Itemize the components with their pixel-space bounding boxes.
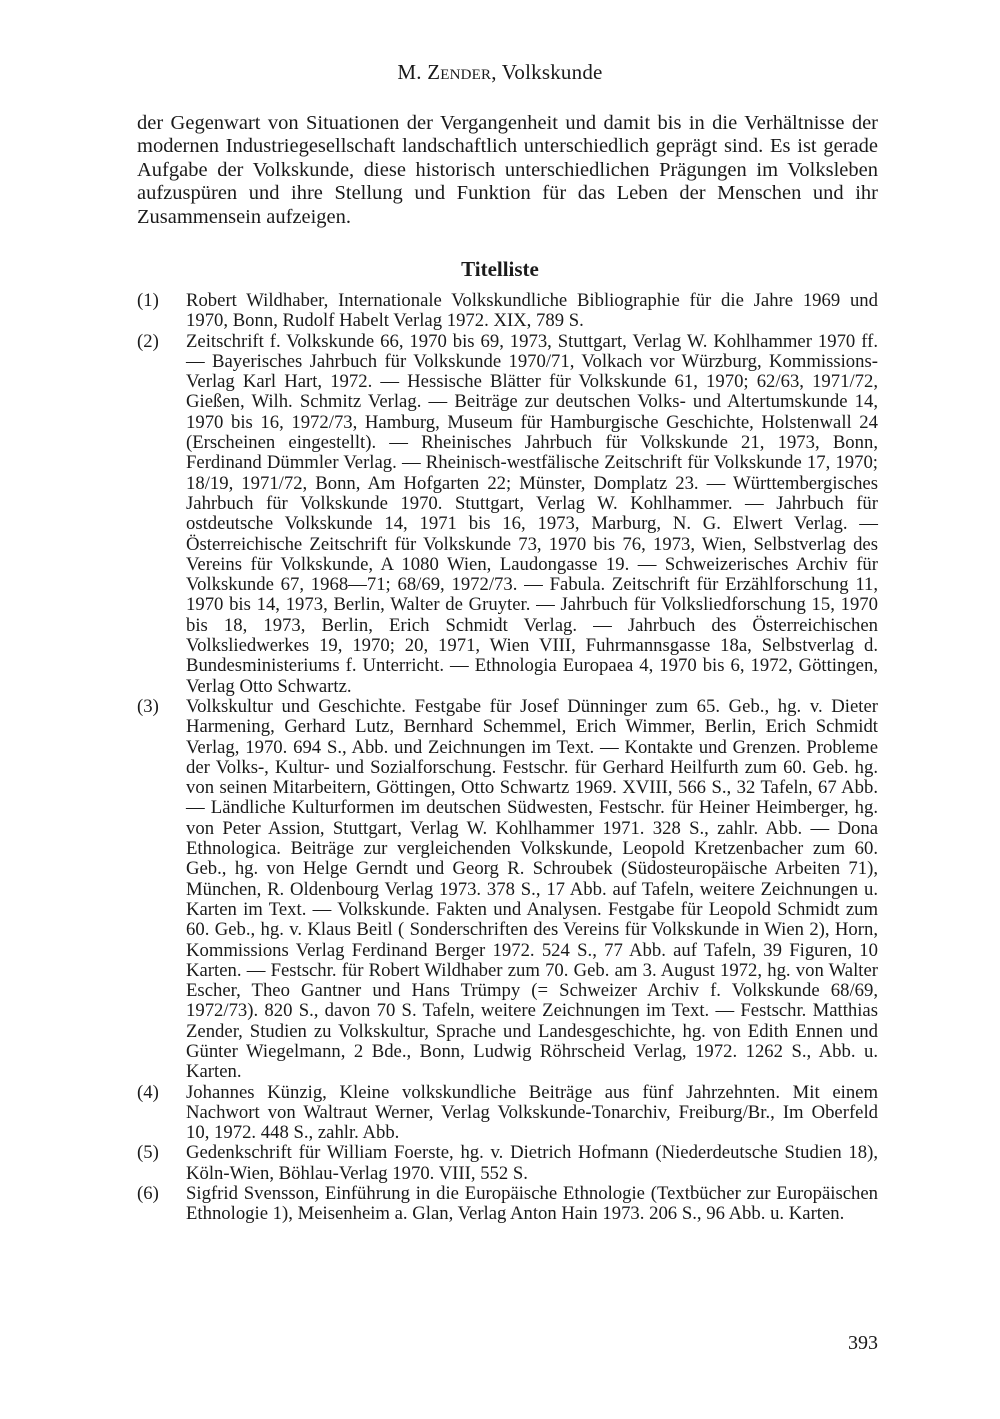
section-title: Titelliste (461, 257, 539, 281)
intro-paragraph (137, 112, 878, 229)
entry-text: Zeitschrift f. Volkskunde 66, 1970 bis 69, 1973, Stuttgart, Verlag W. Kohlhammer 1970 ff. — Bayerisches Jahrbuch für Volkskunde 1970/71, Volkach vor Würzburg, Kommissions-Verlag Karl Hart, 1972. — Hessische Blätter für Volkskunde 61, 1970; 62/63, 1971/72, Gießen, Wilh. Schmitz Verlag. — Beiträge zur deutschen Volks- und Altertumskunde 14, 1970 bis 16, 1972/73, Hamburg, Museum für Hamburgische Geschichte, Holstenwall 24 (Erscheinen eingestellt). — Rheinisches Jahrbuch für Volkskunde 21, 1973, Bonn, Ferdinand Dümmler Verlag. — Rheinisch-westfälische Zeitschrift für Volkskunde 17, 1970; 18/19, 1971/72, Bonn, Am Hofgarten 22; Münster, Domplatz 23. — Württembergisches Jahrbuch für Volkskunde 1970. Stuttgart, Verlag W. Kohlhammer. — Jahrbuch für ostdeutsche Volkskunde 14, 1971 bis 16, 1973, Marburg, N. G. Elwert Verlag. — Österreichische Zeitschrift für Volkskunde 73, 1970 bis 76, 1973, Wien, Selbstverlag des Vereins für Volkskunde, A 1080 Wien, Laudongasse 19. — Schweizerisches Archiv für Volkskunde 67, 1968—71; 68/69, 1972/73. — Fabula. Zeitschrift für Erzählforschung 11, 1970 bis 14, 1973, Berlin, Walter de Gruyter. — Jahrbuch für Volksliedforschung 15, 1970 bis 18, 1973, Berlin, Erich Schmidt Verlag. — Jahrbuch des Österreichischen Volksliedwerkes 19, 1970; 20, 1971, Wien VIII, Fuhrmannsgasse 18a, Selbstverlag d. Bundesministeriums f. Unterricht. — Ethnologia Europaea 4, 1970 bis 6, 1972, Göttingen, Verlag Otto Schwartz. (186, 330, 878, 697)
running-header (0, 60, 1000, 85)
title-entry (137, 1184, 878, 1225)
entry-text: Volkskultur und Geschichte. Festgabe für Josef Dünninger zum 65. Geb., hg. v. Dieter Harmening, Gerhard Lutz, Bernhard Schemmel, Erich Wimmer, Berlin, Erich Schmidt Verlag, 1970. 694 S., Abb. und Zeichnungen im Text. — Kontakte und Grenzen. Probleme der Volks-, Kultur- und Sozialforschung. Festschr. für Gerhard Heilfurth zum 60. Geb. hg. von seinen Mitarbeitern, Göttingen, Otto Schwartz 1969. XVIII, 566 S., 32 Tafeln, 67 Abb. — Ländliche Kulturformen im deutschen Südwesten, Festschr. für Heiner Heimberger, hg. von Peter Assion, Stuttgart, Verlag W. Kohlhammer 1971. 328 S., zahlr. Abb. — Dona Ethnologica. Beiträge zur vergleichenden Volkskunde, Leopold Kretzenbacher zum 60. Geb., hg. von Helge Gerndt und Georg R. Schroubek (Südosteuropäische Arbeiten 71), München, R. Oldenbourg Verlag 1973. 378 S., 17 Abb. auf Tafeln, weitere Zeichnungen u. Karten im Text. — Volkskunde. Fakten und Analysen. Festgabe für Leopold Schmidt zum 60. Geb., hg. v. Klaus Beitl ( Sonderschriften des Vereins für Volkskunde in Wien 2), Horn, Kommissions Verlag Ferdinand Berger 1972. 524 S., 77 Abb. auf Tafeln, 39 Figuren, 10 Karten. — Festschr. für Robert Wildhaber zum 70. Geb. am 3. August 1972, hg. von Walter Escher, Theo Gantner und Hans Trümpy (= Schweizer Archiv f. Volkskunde 68/69, 1972/73). 820 S., davon 70 S. Tafeln, weitere Zeichnungen im Text. — Festschr. Matthias Zender, Studien zu Volkskultur, Sprache und Landesgeschichte, hg. von Edith Ennen und Günter Wiegelmann, 2 Bde., Bonn, Ludwig Röhrscheid Verlag, 1972. 1262 S., Abb. u. Karten. (186, 695, 878, 1083)
title-entry (137, 1083, 878, 1144)
page-number: 393 (848, 1332, 878, 1354)
title-entry (137, 291, 878, 332)
title-list (137, 291, 878, 1225)
header-subject: Volkskunde (501, 60, 603, 84)
intro-text: der Gegenwart von Situationen der Vergangenheit und damit bis in die Verhältnisse der modernen Industriegesellschaft landschaftlich unterschiedlich geprägt sind. Es ist gerade Aufgabe der Volkskunde, diese historisch unterschiedlichen Prägungen im Volksleben aufzuspüren und ihre Stellung und Funktion für das Leben der Menschen und ihr Zusammensein aufzeigen. (137, 112, 878, 228)
entry-number: (2) (137, 330, 159, 352)
entry-number: (5) (137, 1142, 159, 1164)
entry-text: Gedenkschrift für William Foerste, hg. v. Dietrich Hofmann (Niederdeutsche Studien 18), Köln-Wien, Böhlau-Verlag 1970. VIII, 552 S. (186, 1142, 878, 1184)
entry-text: Johannes Künzig, Kleine volkskundliche Beiträge aus fünf Jahrzehnten. Mit einem Nachwort von Waltraut Werner, Verlag Volkskunde-Tonarchiv, Freiburg/Br., Im Oberfeld 10, 1972. 448 S., zahlr. Abb. (186, 1081, 878, 1144)
title-entry (137, 1143, 878, 1184)
title-entry (137, 697, 878, 1083)
header-author-name: Zender (427, 60, 492, 84)
entry-text: Robert Wildhaber, Internationale Volkskundliche Bibliographie für die Jahre 1969 und 1970, Bonn, Rudolf Habelt Verlag 1972. XIX, 789 S. (186, 290, 878, 332)
entry-number: (4) (137, 1081, 159, 1103)
entry-text: Sigfrid Svensson, Einführung in die Europäische Ethnologie (Textbücher zur Europäischen Ethnologie 1), Meisenheim a. Glan, Verlag Anton Hain 1973. 206 S., 96 Abb. u. Karten. (186, 1183, 878, 1225)
header-author-initial: M. (397, 60, 428, 84)
entry-number: (3) (137, 695, 159, 717)
entry-number: (1) (137, 290, 159, 311)
title-entry (137, 332, 878, 697)
entry-number: (6) (137, 1183, 159, 1205)
header-separator: , (491, 60, 502, 84)
